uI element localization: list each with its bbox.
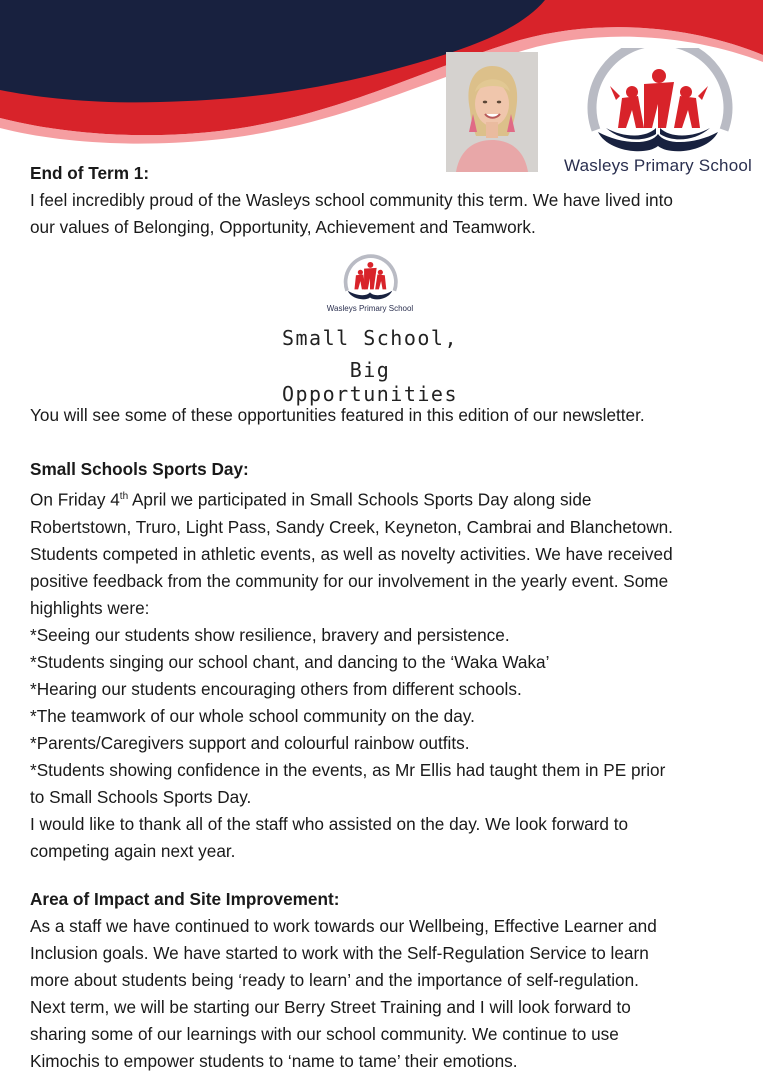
paragraph-line: Robertstown, Truro, Light Pass, Sandy Creek, Keyneton, Cambrai and Blanchetown. [30, 516, 673, 537]
paragraph-line: competing again next year. [30, 840, 236, 861]
paragraph-line: Inclusion goals. We have started to work with the Self-Regulation Service to learn [30, 943, 649, 963]
slogan-line-1: Small School, [281, 326, 459, 350]
paragraph-line: our values of Belonging, Opportunity, Achievement and Teamwork. [30, 217, 536, 237]
highlight-item: *Students showing confidence in the events, as Mr Ellis had taught them in PE prior [30, 759, 666, 780]
highlight-item: *Hearing our students encouraging others from different schools. [30, 678, 522, 699]
paragraph-line: You will see some of these opportunities featured in this edition of our newsletter. [30, 405, 645, 425]
slogan-logo-school-name: Wasleys Primary School [326, 304, 414, 313]
paragraph-line: Next term, we will be starting our Berry Street Training and I will look forward to [30, 997, 631, 1017]
highlight-item: *The teamwork of our whole school community on the day. [30, 705, 475, 726]
school-slogan-logo [255, 250, 485, 406]
school-logo-text: Wasleys Primary School [564, 156, 752, 175]
paragraph-line: Kimochis to empower students to ‘name to tame’ their emotions. [30, 1051, 518, 1071]
paragraph-line: sharing some of our learnings with our school community. We continue to use [30, 1024, 619, 1044]
sports-day-section [30, 456, 742, 865]
highlight-item: *Seeing our students show resilience, bravery and persistence. [30, 624, 510, 645]
impact-heading: Area of Impact and Site Improvement: [30, 889, 340, 909]
highlight-item: *Students singing our school chant, and dancing to the ‘Waka Waka’ [30, 651, 550, 672]
highlight-item: *Parents/Caregivers support and colourful rainbow outfits. [30, 732, 470, 753]
date-text-rest: April we participated in Small Schools Sports Day along side [128, 489, 592, 510]
paragraph-line [30, 483, 742, 514]
opportunities-section [30, 402, 742, 429]
end-of-term-heading: End of Term 1: [30, 163, 150, 183]
impact-section [30, 886, 742, 1075]
paragraph-line: I would like to thank all of the staff who assisted on the day. We look forward to [30, 813, 629, 834]
highlight-item: to Small Schools Sports Day. [30, 786, 252, 807]
paragraph-line: highlights were: [30, 597, 150, 618]
paragraph-line: As a staff we have continued to work towards our Wellbeing, Effective Learner and [30, 916, 657, 936]
sports-day-heading: Small Schools Sports Day: [30, 459, 249, 479]
principal-photo [446, 52, 538, 172]
end-of-term-section [30, 160, 742, 241]
school-logo-emblem-icon [558, 48, 758, 153]
date-suffix: th [119, 491, 129, 502]
small-school-emblem-icon [333, 250, 407, 302]
date-text: On Friday 4 [30, 489, 120, 510]
paragraph-line: positive feedback from the community for our involvement in the yearly event. Some [30, 570, 669, 591]
paragraph-line: more about students being ‘ready to learn’ and the importance of self-regulation. [30, 970, 639, 990]
slogan-line-2: Big Opportunities [281, 358, 459, 406]
paragraph-line: Students competed in athletic events, as well as novelty activities. We have received [30, 543, 673, 564]
paragraph-line: I feel incredibly proud of the Wasleys school community this term. We have lived into [30, 190, 673, 210]
